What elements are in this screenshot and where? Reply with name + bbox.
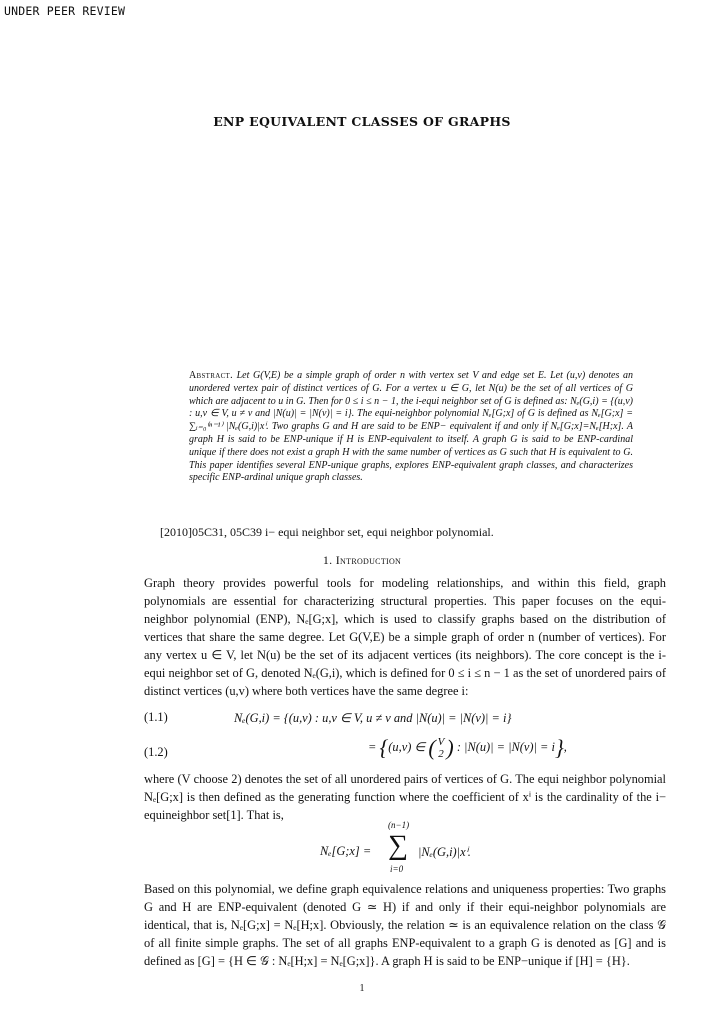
set-member: (u,v) ∈ [388,739,429,754]
polynomial-definition [320,820,520,874]
equivalence-paragraph: Based on this polynomial, we define graph equivalence relations and uniqueness properties: Two graphs G and H are ENP-equivalent (denoted G ≃ H) if and only if their equi-neighbor polynomials are identical, that is, Nₑ[G;x] = Nₑ[H;x]. Obviously, the relation ≃ is an equivalence relation on the class 𝒢 of all finite simple graphs. The set of all graphs ENP-equivalent to a graph G is denoted as [G] and is defined as [G] = {H ∈ 𝒢 : Nₑ[H;x] = Nₑ[G;x]}. A graph H is said to be ENP−unique if [H] = {H}. [144,882,666,968]
equation-number: (1.1) [144,710,168,724]
equation-1-2 [144,735,666,769]
page-number: 1 [359,983,365,994]
peer-review-tag: UNDER PEER REVIEW [4,4,126,18]
paper-title: ENP EQUIVALENT CLASSES OF GRAPHS [213,114,511,129]
sum-lower-limit: i=0 [390,864,404,874]
left-brace: { [379,735,389,760]
sum-upper-limit: (n−1) [388,820,410,830]
equation-body: = {(u,v) ∈ ( V 2 ) : |N(u)| = |N(v)| = i}, [368,735,567,760]
msc-keywords: [2010]05C31, 05C39 i− equi neighbor set, equi neighbor polynomial. [160,525,494,539]
abstract-label: Abstract. [189,370,233,381]
binomial-bottom: 2 [438,748,444,760]
left-paren: ( [428,735,436,760]
sigma-symbol: ∑ [388,830,408,861]
section-heading: 1. Introduction [322,553,402,567]
sum-lhs: Nₑ[G;x] = [320,844,372,858]
equation-body: Nₑ(G,i) = {(u,v) : u,v ∈ V, u ≠ v and |N(u)| = |N(v)| = i} [234,711,512,725]
abstract-text: Let G(V,E) be a simple graph of order n with vertex set V and edge set E. Let (u,v) denotes an unordered vertex pair of distinct vertices of G. For a vertex u ∈ G, let N(u) be the set of all vertices of G which are adjacent to u in G. Then for 0 ≤ i ≤ n − 1, the i-equi neighbor set of G is defined as: Nₑ(G,i) = {(u,v) : u,v ∈ V, u ≠ v and |N(u)| = |N(v)| = i}. The equi-neighbor polynomial Nₑ[G;x] of G is defined as Nₑ[G;x] = ∑ᵢ₌₀⁽ⁿ⁻¹⁾ |Nₑ(G,i)|xⁱ. Two graphs G and H are said to be ENP− equivalent if and only if Nₑ[G;x]=Nₑ[H;x]. A graph H is said to be ENP-unique if H is ENP-equivalent to itself. A graph G is said to be ENP-cardinal unique if there does not exist a graph H with the same number of vertices as G such that H is equivalent to G. This paper identifies several ENP-unique graphs, explores ENP-equivalent graph classes, and characterizes specific ENP-ardinal unique graph classes. [189,370,634,484]
set-condition: : |N(u)| = |N(v)| = i [453,739,555,754]
intro-paragraph: Graph theory provides powerful tools for modeling relationships, and within this field, graph polynomials are essential for characterizing structural properties. This paper focuses on the equi-neighbor polynomial (ENP), Nₑ[G;x], which is used to classify graphs based on the distribution of vertices that share the same degree. Let G(V,E) be a simple graph of order n (number of vertices). For any vertex u ∈ V, let N(u) be the set of its adjacent vertices (its neighbors). The core concept is the i-equi neighbor set of G, denoted Nₑ(G,i), which is defined for 0 ≤ i ≤ n − 1 as the set of unordered pairs of distinct vertices (u,v) where both vertices have the same degree i: [144,576,666,698]
equation-left: = [368,739,380,754]
binomial [438,736,445,760]
abstract [189,370,633,485]
after-equation-paragraph: where (V choose 2) denotes the set of all unordered pairs of vertices of G. The equi neighbor polynomial Nₑ[G;x] is then defined as the generating function where the coefficient of xⁱ is the cardinality of the i− equineighbor set[1]. That is, [144,772,666,822]
right-paren: ) [446,735,454,760]
right-brace: } [554,735,564,760]
sum-rhs: |Nₑ(G,i)|xⁱ. [418,845,471,859]
equation-number: (1.2) [144,745,168,759]
binomial-top: V [437,736,445,748]
